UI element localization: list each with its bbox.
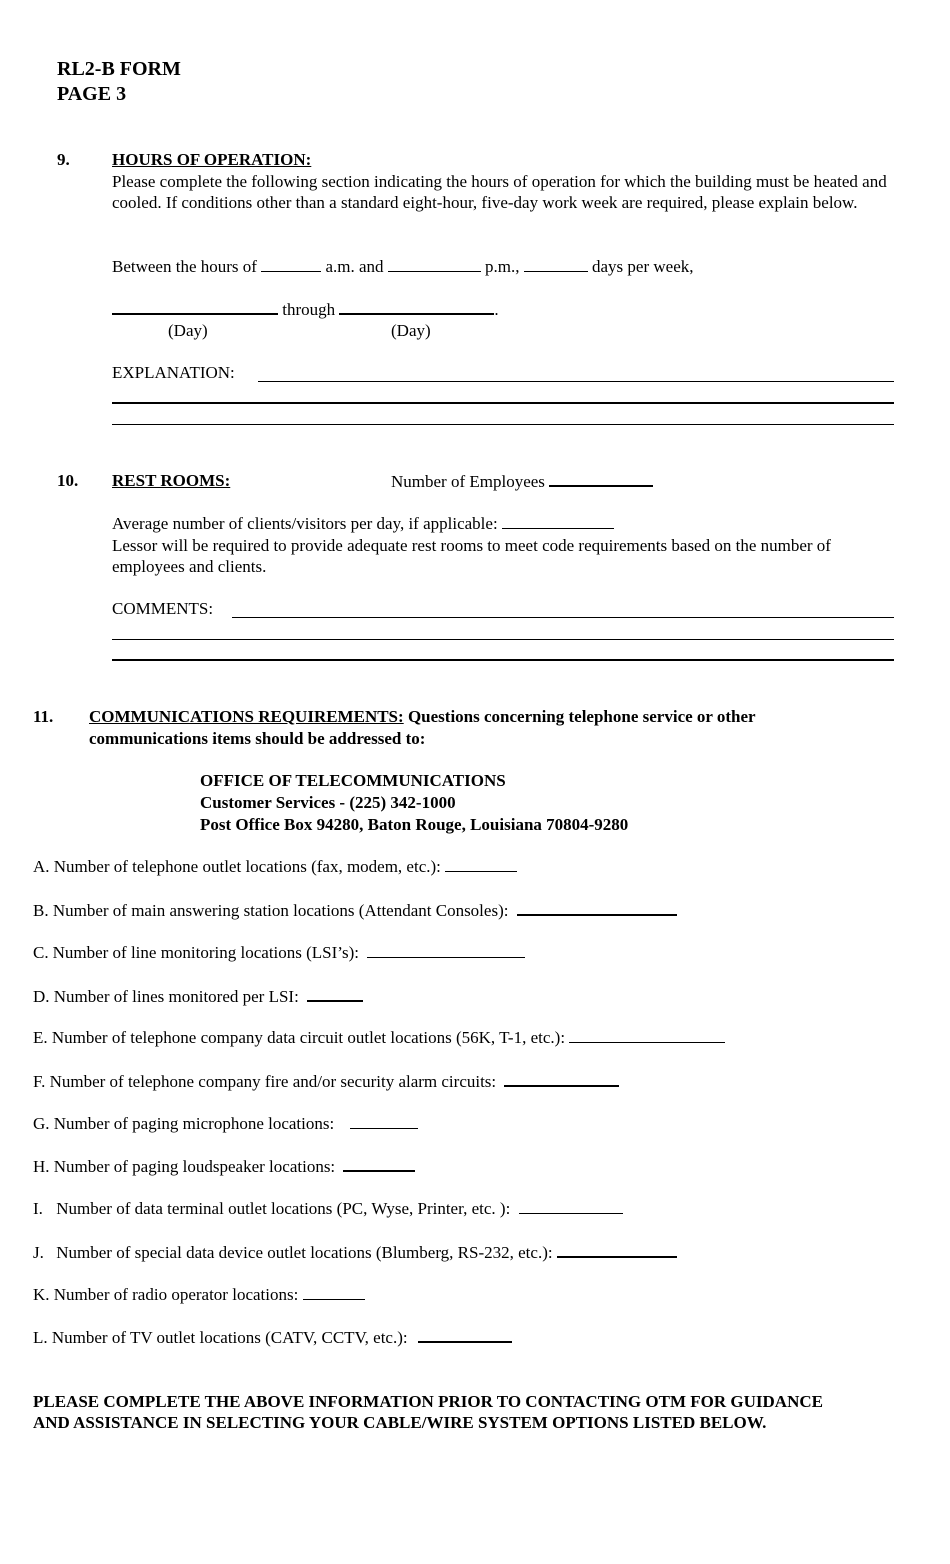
pm-label: p.m., <box>485 257 520 276</box>
item-g-blank[interactable] <box>350 1114 418 1129</box>
item-text: Number of radio operator locations: <box>53 1285 299 1304</box>
item-l-blank[interactable] <box>418 1327 512 1343</box>
list-item <box>33 1156 415 1177</box>
explanation-line-3[interactable] <box>112 424 894 425</box>
through-label: through <box>282 300 336 319</box>
list-item <box>33 943 525 963</box>
item-d-blank[interactable] <box>307 986 363 1002</box>
list-item <box>33 1028 725 1048</box>
employees-blank[interactable] <box>549 471 653 487</box>
item-text: Number of telephone outlet locations (fax, modem, etc.): <box>53 857 441 876</box>
section-11-intro-line-1: Questions concerning telephone service or other <box>407 707 756 726</box>
clients-line <box>112 514 614 534</box>
list-item <box>33 1071 619 1092</box>
item-c-blank[interactable] <box>367 943 525 958</box>
item-k-blank[interactable] <box>303 1285 365 1300</box>
employees-label: Number of Employees <box>391 472 545 491</box>
end-day-blank[interactable] <box>339 299 494 315</box>
list-item <box>33 857 517 877</box>
employees-line <box>391 471 653 492</box>
section-11-intro-line-2: communications items should be addressed to: <box>89 729 426 748</box>
item-text: Number of lines monitored per LSI: <box>53 987 299 1006</box>
day-caption-end: (Day) <box>391 321 431 340</box>
item-letter: E. <box>33 1028 48 1047</box>
days-per-week-blank[interactable] <box>524 257 588 272</box>
comments-line-2[interactable] <box>112 639 894 640</box>
start-hour-blank[interactable] <box>261 257 321 272</box>
item-letter: K. <box>33 1285 50 1304</box>
item-letter: B. <box>33 901 49 920</box>
clients-blank[interactable] <box>502 514 614 529</box>
section-11-title: COMMUNICATIONS REQUIREMENTS: <box>89 707 404 726</box>
between-label: Between the hours of <box>112 257 257 276</box>
section-10-number: 10. <box>57 471 79 490</box>
item-text: Number of telephone company fire and/or security alarm circuits: <box>49 1072 497 1091</box>
footer-notice-line-2: AND ASSISTANCE IN SELECTING YOUR CABLE/WIRE SYSTEM OPTIONS LISTED BELOW. <box>33 1413 767 1432</box>
section-9-title: HOURS OF OPERATION: <box>112 150 312 169</box>
item-letter: D. <box>33 987 50 1006</box>
list-item <box>33 1114 418 1134</box>
section-10-title: REST ROOMS: <box>112 471 231 490</box>
clients-label: Average number of clients/visitors per day, if applicable: <box>112 514 498 533</box>
end-hour-blank[interactable] <box>388 257 481 272</box>
list-item <box>33 1242 677 1263</box>
section-11-number: 11. <box>33 707 54 726</box>
days-label: days per week, <box>592 257 694 276</box>
list-item <box>33 986 363 1007</box>
item-text: Number of main answering station locations (Attendant Consoles): <box>52 901 509 920</box>
item-text: Number of paging loudspeaker locations: <box>53 1157 336 1176</box>
list-item <box>33 900 677 921</box>
office-address: Post Office Box 94280, Baton Rouge, Louisiana 70804-9280 <box>200 815 629 834</box>
am-label: a.m. and <box>325 257 384 276</box>
explanation-label: EXPLANATION: <box>112 363 235 382</box>
period: . <box>494 300 499 319</box>
comments-line-3[interactable] <box>112 659 894 661</box>
item-letter: L. <box>33 1328 48 1347</box>
explanation-line-1[interactable] <box>258 381 894 382</box>
comments-label: COMMENTS: <box>112 599 214 618</box>
item-text: Number of special data device outlet locations (Blumberg, RS-232, etc.): <box>56 1243 553 1262</box>
item-letter: C. <box>33 943 49 962</box>
comments-line-1[interactable] <box>232 617 894 618</box>
start-day-blank[interactable] <box>112 299 278 315</box>
item-letter: J. <box>33 1243 44 1262</box>
item-h-blank[interactable] <box>343 1156 415 1172</box>
item-letter: I. <box>33 1199 43 1218</box>
item-text: Number of telephone company data circuit outlet locations (56K, T-1, etc.): <box>51 1028 566 1047</box>
day-range-line <box>112 299 499 320</box>
office-name: OFFICE OF TELECOMMUNICATIONS <box>200 771 506 790</box>
footer-notice-line-1: PLEASE COMPLETE THE ABOVE INFORMATION PRIOR TO CONTACTING OTM FOR GUIDANCE <box>33 1392 823 1411</box>
explanation-line-2[interactable] <box>112 402 894 404</box>
section-9-description: Please complete the following section indicating the hours of operation for which the building must be heated and cooled. If conditions other than a standard eight-hour, five-day work week are required, please explain below. <box>112 172 887 212</box>
item-i-blank[interactable] <box>519 1199 623 1214</box>
page-number: PAGE 3 <box>57 83 127 105</box>
item-b-blank[interactable] <box>517 900 677 916</box>
day-caption-start: (Day) <box>168 321 208 340</box>
item-letter: F. <box>33 1072 46 1091</box>
item-letter: G. <box>33 1114 50 1133</box>
item-text: Number of paging microphone locations: <box>53 1114 335 1133</box>
item-j-blank[interactable] <box>557 1242 677 1258</box>
item-f-blank[interactable] <box>504 1071 619 1087</box>
hours-line <box>112 257 694 277</box>
item-text: Number of TV outlet locations (CATV, CCTV, etc.): <box>51 1328 408 1347</box>
item-text: Number of line monitoring locations (LSI’s): <box>52 943 360 962</box>
item-a-blank[interactable] <box>445 857 517 872</box>
item-letter: H. <box>33 1157 50 1176</box>
section-9-number: 9. <box>57 150 70 169</box>
form-name: RL2-B FORM <box>57 58 181 80</box>
office-phone: Customer Services - (225) 342-1000 <box>200 793 456 812</box>
item-letter: A. <box>33 857 50 876</box>
list-item <box>33 1285 365 1305</box>
section-10-description: Lessor will be required to provide adequate rest rooms to meet code requirements based on the number of employees and clients. <box>112 536 831 576</box>
item-e-blank[interactable] <box>569 1028 725 1043</box>
list-item <box>33 1199 623 1219</box>
item-text: Number of data terminal outlet locations (PC, Wyse, Printer, etc. ): <box>56 1199 511 1218</box>
list-item <box>33 1327 512 1348</box>
section-11-heading <box>89 707 756 727</box>
